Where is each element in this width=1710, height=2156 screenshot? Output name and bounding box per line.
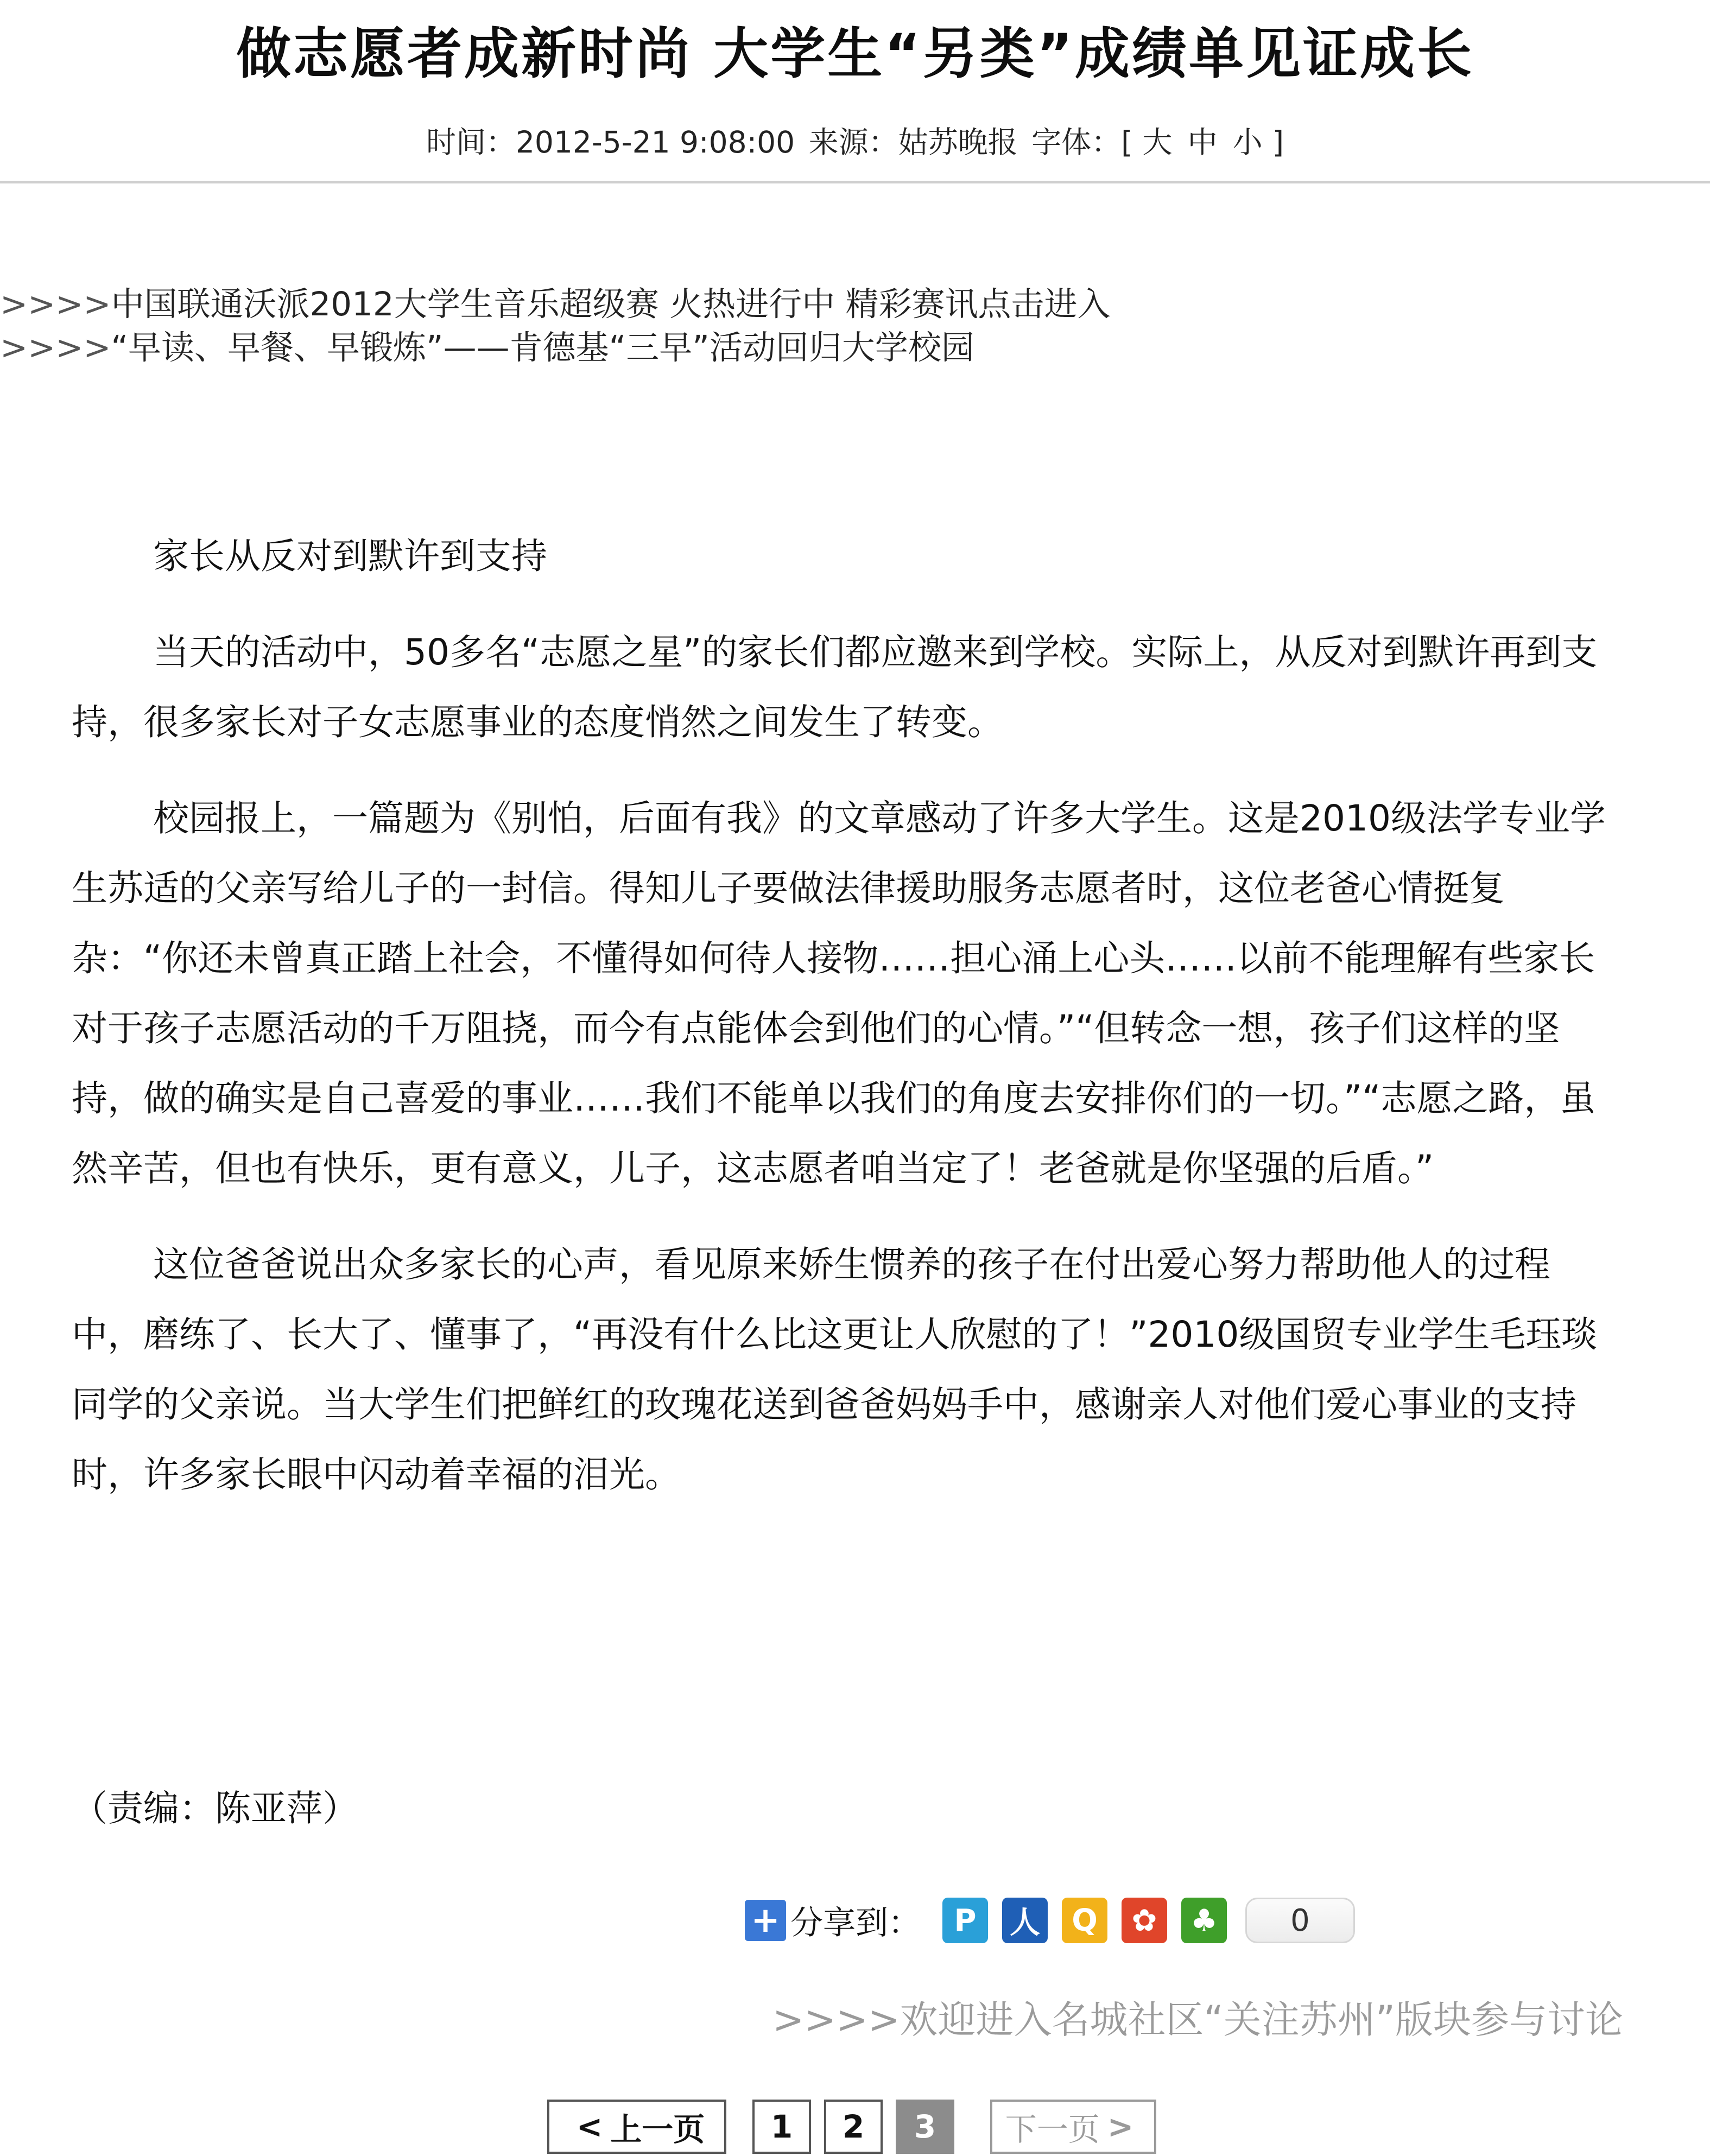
page-title: 做志愿者成新时尚 大学生“另类”成绩单见证成长 xyxy=(236,22,1474,86)
editor-credit: （责编：陈亚萍） xyxy=(72,1787,358,1829)
article-paragraph: 这位爸爸说出众多家长的心声，看见原来娇生惯养的孩子在付出爱心努力帮助他人的过程中，磨练了、长大了、懂事了，“再没有什么比这更让人欣慰的了！”2010级国贸专业学生毛珏琰同学的父亲说。当大学生们把鲜红的玫瑰花送到爸爸妈妈手中，感谢亲人对他们爱心事业的支持时，许多家长眼中闪动着幸福的泪光。 xyxy=(72,1244,1598,1495)
page-1-button[interactable]: 1 xyxy=(752,2100,811,2154)
promo-link-text[interactable]: “早读、早餐、早锻炼”——肯德基“三早”活动回归大学校园 xyxy=(111,328,974,367)
article-subheading: 家长从反对到默许到支持 xyxy=(153,535,547,577)
font-size-label: 字体：[ xyxy=(1031,125,1133,160)
share-plus-icon[interactable]: + xyxy=(745,1900,786,1941)
font-large-link[interactable]: 大 xyxy=(1142,125,1173,160)
article-paragraph: 校园报上，一篇题为《别怕，后面有我》的文章感动了许多大学生。这是2010级法学专业学生苏适的父亲写给儿子的一封信。得知儿子要做法律援助服务志愿者时，这位老爸心情挺复杂：“你还未曾真正踏上社会，不懂得如何待人接物……担心涌上心头……以前不能理解有些家长对于孩子志愿活动的千万阻挠，而今有点能体会到他们的心情。”“但转念一想，孩子们这样的坚持，做的确实是自己喜爱的事业……我们不能单以我们的角度去安排你们的一切。”“志愿之路，虽然辛苦，但也有快乐，更有意义，儿子，这志愿者咱当定了！老爸就是你坚强的后盾。” xyxy=(72,797,1606,1189)
page-3-button[interactable]: 3 xyxy=(896,2100,954,2154)
share-label: 分享到： xyxy=(790,1904,921,1942)
promo-arrows: >>>> xyxy=(0,328,111,367)
promo-arrows: >>>> xyxy=(0,285,111,324)
chevron-right-icon: > xyxy=(1107,2108,1134,2145)
publish-time: 时间：2012-5-21 9:08:00 xyxy=(426,125,795,160)
prev-page-label: 上一页 xyxy=(610,2111,705,2148)
promo-link[interactable] xyxy=(0,321,974,369)
next-page-label: 下一页 xyxy=(1005,2111,1100,2148)
renren-share-icon[interactable]: 人 xyxy=(1002,1898,1048,1943)
share-bar xyxy=(745,1896,1355,1945)
pagination xyxy=(547,2097,1156,2156)
promo-link-text[interactable]: 中国联通沃派2012大学生音乐超级赛 火热进行中 精彩赛讯点击进入 xyxy=(111,285,1111,324)
promo-link[interactable] xyxy=(0,278,1110,325)
chevron-left-icon: < xyxy=(576,2108,603,2145)
font-size-bracket: ] xyxy=(1272,125,1284,160)
header-divider xyxy=(0,181,1710,183)
article-meta xyxy=(0,118,1710,161)
qq-weibo-share-icon[interactable]: Q xyxy=(1062,1898,1107,1943)
forum-link[interactable]: >>>>欢迎进入名城社区“关注苏州”版块参与讨论 xyxy=(772,1998,1623,2042)
font-small-link[interactable]: 小 xyxy=(1232,125,1263,160)
prev-page-button[interactable] xyxy=(547,2100,726,2154)
next-page-button[interactable] xyxy=(990,2100,1156,2154)
article-paragraph: 当天的活动中，50多名“志愿之星”的家长们都应邀来到学校。实际上，从反对到默许再到支持，很多家长对子女志愿事业的态度悄然之间发生了转变。 xyxy=(72,631,1598,743)
qzone-share-icon[interactable]: P xyxy=(942,1898,988,1943)
article-body xyxy=(72,521,1619,1510)
pengyou-share-icon[interactable]: ✿ xyxy=(1122,1898,1167,1943)
kaixin-share-icon[interactable]: ♣ xyxy=(1181,1898,1227,1943)
font-medium-link[interactable]: 中 xyxy=(1187,125,1218,160)
page-2-button[interactable]: 2 xyxy=(824,2100,883,2154)
article-source: 来源：姑苏晚报 xyxy=(808,125,1018,160)
share-count: 0 xyxy=(1245,1898,1355,1943)
